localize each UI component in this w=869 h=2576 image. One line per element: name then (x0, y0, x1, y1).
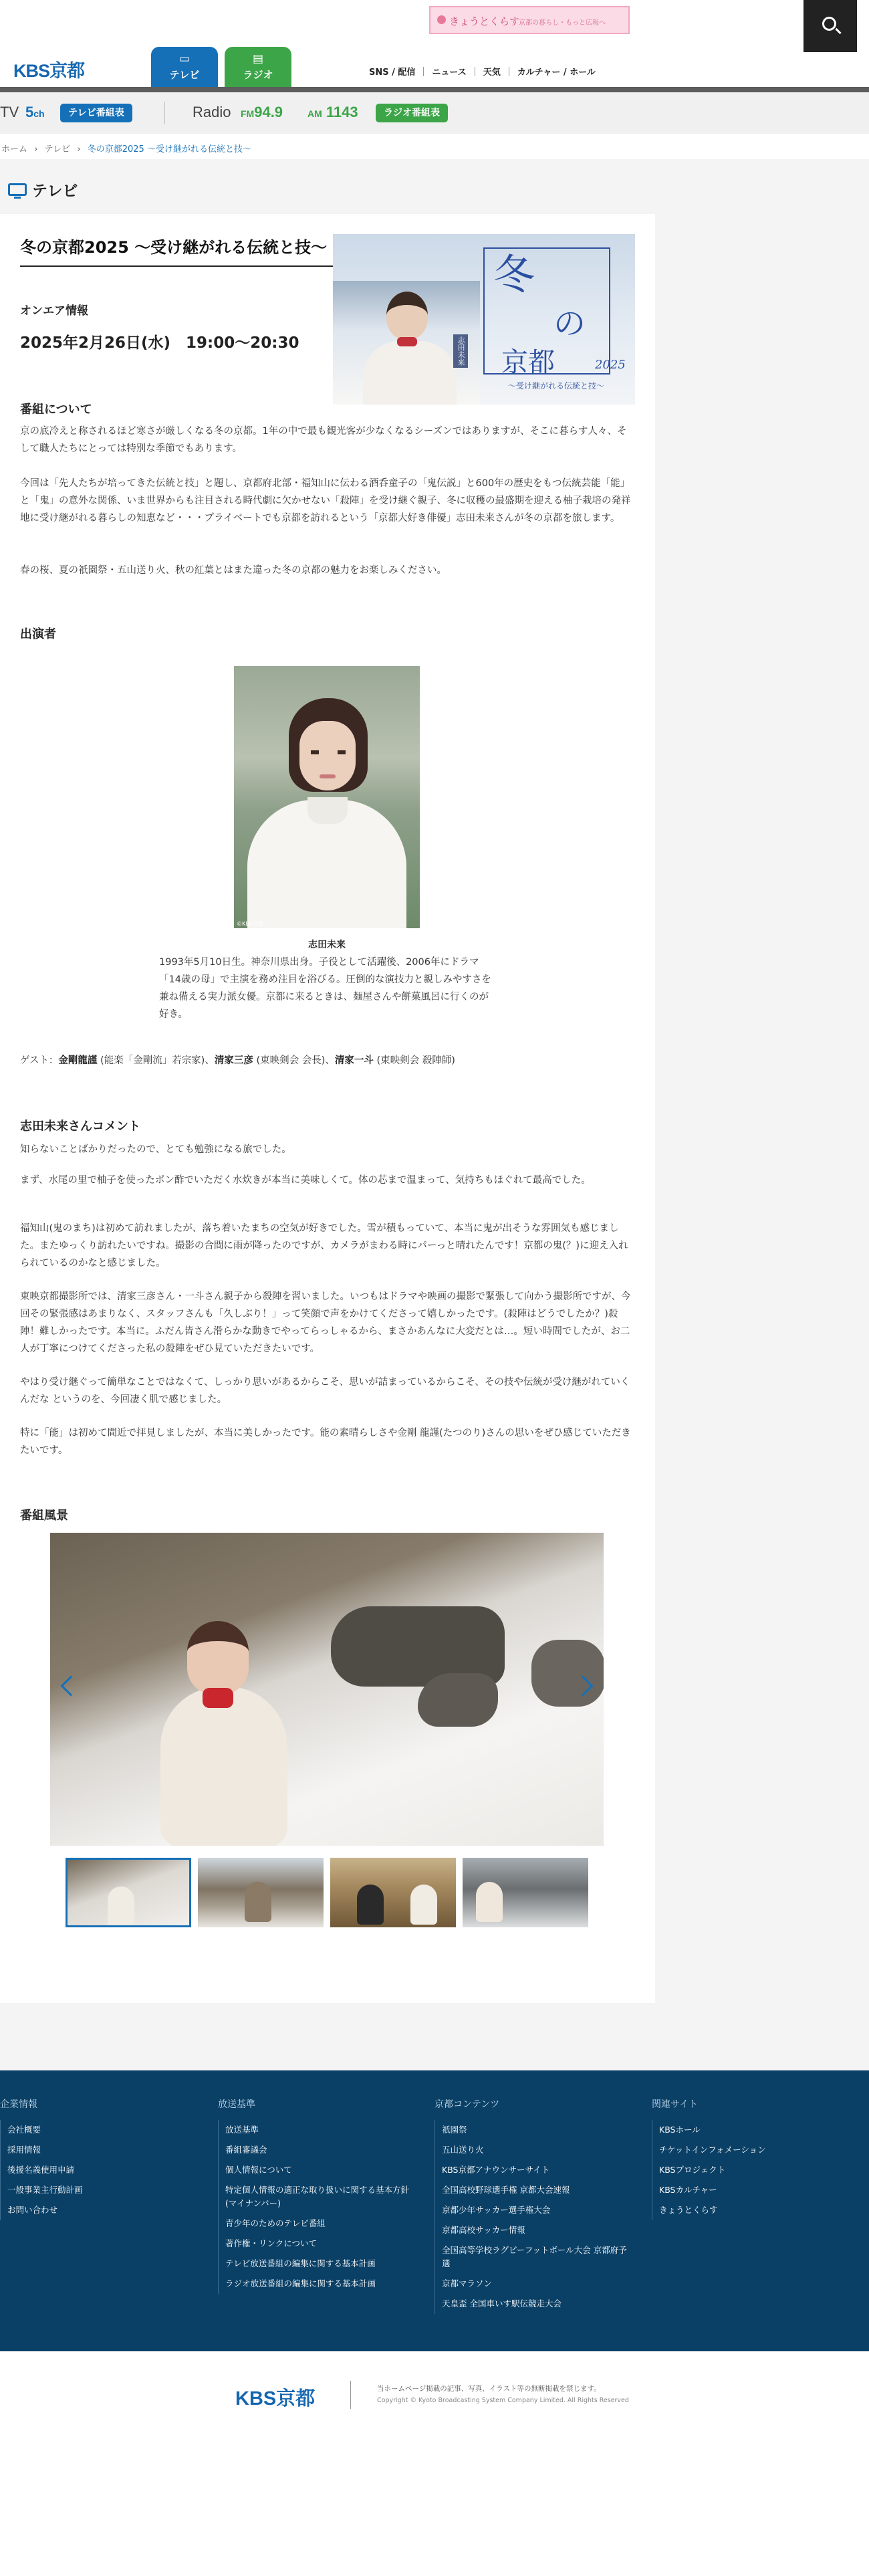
about-paragraph-3: 春の桜、夏の祇園祭・五山送り火、秋の紅葉とはまた違った冬の京都の魅力をお楽しみください。 (20, 565, 447, 576)
footer-link[interactable]: 青少年のためのテレビ番組 (225, 2218, 326, 2228)
nav-weather[interactable]: 天気 (483, 68, 501, 78)
footer-link[interactable]: 全国高等学校ラグビーフットボール大会 京都府予選 (442, 2245, 627, 2268)
footer-link[interactable]: 採用情報 (7, 2145, 41, 2155)
kv-title-char3: 京都 (501, 347, 555, 378)
tab-radio[interactable] (225, 47, 291, 87)
banner-title: きょうとくらす (449, 15, 520, 27)
breadcrumb-current: 冬の京都2025 〜受け継がれる伝統と技〜 (87, 144, 251, 154)
footer-link[interactable]: 個人情報について (225, 2165, 292, 2175)
global-nav (361, 65, 604, 78)
footer-bottom (0, 2351, 869, 2576)
nav-sns[interactable]: SNS / 配信 (369, 68, 416, 78)
footer-link[interactable]: 全国高校野球選手権 京都大会速報 (442, 2185, 570, 2195)
guest-role: (東映剣会 会長) (256, 1055, 326, 1066)
gallery-main-image (50, 1533, 604, 1846)
footer-link[interactable]: 放送基準 (225, 2125, 259, 2135)
onair-heading: オンエア情報 (20, 304, 88, 318)
about-paragraph-2: 今回は「先人たちが培ってきた伝統と技」と題し、京都府北部・福知山に伝わる酒呑童子の「鬼伝説」と600年の歴史をもつ伝統芸能「能」と「鬼」の意外な関係、いま世界からも注目される時代劇に欠かせない「殺陣」を受け継ぐ親子、冬に収穫の最盛期を迎える柚子栽培の発祥地に受け継がれる暮らしの知恵など・・・プライベートでも京都を訪れるという「京都大好き俳優」志田未来さんが冬の京都を旅します。 (20, 478, 631, 524)
header-divider (0, 87, 869, 92)
program-card (0, 214, 655, 2003)
guest-role: (能楽「金剛流」若宗家) (100, 1055, 205, 1066)
breadcrumb-tv[interactable]: テレビ (44, 144, 71, 154)
footer-link[interactable]: KBSカルチャー (659, 2185, 717, 2195)
search-button[interactable] (803, 0, 857, 52)
tv-section-icon (8, 183, 27, 196)
footer-link[interactable]: KBS京都アナウンサーサイト (442, 2165, 550, 2175)
radio-schedule-button[interactable]: ラジオ番組表 (376, 104, 448, 122)
guest-name: 金剛龍謹 (58, 1055, 98, 1066)
footer-link[interactable]: 後援名義使用申請 (7, 2165, 75, 2175)
comment-paragraph-6: 特に「能」は初めて間近で拝見しましたが、本当に美しかったです。能の素晴らしさや金剛 龍謹(たつのり)さんの思いをぜひ感じていただきたいです。 (20, 1428, 631, 1456)
footer-link-list (652, 2120, 852, 2220)
breadcrumb (0, 134, 869, 159)
gallery-heading: 番組風景 (20, 1509, 68, 1523)
tab-radio-label: ラジオ (243, 69, 273, 81)
program-title: 冬の京都2025 〜受け継がれる伝統と技〜 (20, 234, 334, 267)
footer-col-standards (218, 2097, 418, 2294)
footer-link[interactable]: 一般事業主行動計画 (7, 2185, 83, 2195)
footer-link[interactable]: きょうとくらす (659, 2205, 718, 2215)
guest-role: (東映剣会 殺陣師) (376, 1055, 455, 1066)
station-bar (0, 92, 869, 134)
footer-col-heading: 京都コンテンツ (434, 2099, 500, 2110)
kyotokurasu-banner[interactable] (429, 6, 630, 34)
footer-logo[interactable]: KBS京都 (235, 2388, 316, 2409)
search-icon (822, 17, 836, 31)
banner-subtitle: 京都の暮らし・もっと広報へ (519, 19, 606, 27)
cast-photo (234, 666, 420, 928)
comment-paragraph-4: 東映京都撮影所では、清家三彦さん・一斗さん親子から殺陣を習いました。いつもはドラマや映画の撮影で緊張して向かう撮影所ですが、今回その緊張感はあまりなく、スタッフさんも「久しぶり！」って笑顔で声をかけてくださって嬉しかったです。(殺陣はどうでしたか？)殺陣！難しかったです。本当に。ふだん皆さん滑らかな動きでやってらっしゃるから、まさかあんなに大変だとは…。短い時間でしたが、お二人が丁寧につけてくださった私の殺陣をぜひ見ていただきたいです。 (20, 1291, 631, 1354)
about-heading: 番組について (20, 403, 92, 417)
onair-date: 2025年2月26日(水) 19:00〜20:30 (20, 334, 299, 352)
cast-heading: 出演者 (20, 627, 56, 641)
banner-dot-icon (437, 15, 446, 24)
kv-title-char1: 冬 (493, 250, 535, 299)
footer-link-list (218, 2120, 418, 2294)
copyright: Copyright © Kyoto Broadcasting System Company Limited. All Rights Reserved (377, 2397, 629, 2404)
comment-paragraph-2: まず、水尾の里で柚子を使ったポン酢でいただく水炊きが本当に美味しくて。体の芯まで温まって、気持ちもほぐれて最高でした。 (20, 1175, 591, 1186)
footer-link[interactable]: 京都少年サッカー選手権大会 (442, 2205, 551, 2215)
footer-link[interactable]: 京都高校サッカー情報 (442, 2225, 525, 2235)
breadcrumb-home[interactable]: ホーム (1, 144, 28, 154)
footer-links (0, 2070, 869, 2351)
program-key-visual (333, 234, 635, 405)
footer-link[interactable]: 特定個人情報の適正な取り扱いに関する基本方針(マイナンバー) (225, 2185, 410, 2208)
site-header (0, 0, 869, 87)
radio-label: Radio (193, 104, 231, 120)
cast-name: 志田未来 (308, 940, 346, 950)
nav-culture[interactable]: カルチャー / ホール (517, 68, 596, 78)
footer-link[interactable]: テレビ放送番組の編集に関する基本計画 (225, 2258, 376, 2268)
footer-col-heading: 企業情報 (0, 2099, 37, 2110)
gallery-thumb-1[interactable] (66, 1858, 191, 1927)
nav-news[interactable]: ニュース (432, 68, 467, 78)
footer-link[interactable]: KBSプロジェクト (659, 2165, 726, 2175)
tv-icon: ▭ (178, 52, 191, 66)
footer-link[interactable]: 天皇盃 全国車いす駅伝競走大会 (442, 2298, 562, 2309)
site-logo[interactable]: KBS京都 (13, 61, 85, 81)
footer-link[interactable]: 著作権・リンクについて (225, 2238, 318, 2248)
footer-link[interactable]: お問い合わせ (7, 2205, 58, 2215)
photo-credit: ©KBS京都 (237, 921, 263, 927)
gallery-thumb-2[interactable] (198, 1858, 324, 1927)
kv-year: 2025 (595, 358, 626, 372)
kv-cast-name: 志田未来 (453, 334, 468, 368)
gallery-thumb-4[interactable] (463, 1858, 588, 1927)
footer-link[interactable]: 京都マラソン (442, 2278, 493, 2288)
gallery-thumbnails (66, 1858, 600, 1930)
footer-link[interactable]: 番組審議会 (225, 2145, 267, 2155)
footer-col-company (0, 2097, 83, 2220)
footer-link[interactable]: ラジオ放送番組の編集に関する基本計画 (225, 2278, 376, 2288)
kv-title-char2: の (553, 305, 586, 342)
footer-link-list (434, 2120, 635, 2314)
footer-link-list (0, 2120, 83, 2220)
comment-heading: 志田未来さんコメント (20, 1119, 140, 1134)
tab-tv[interactable] (151, 47, 218, 87)
footer-col-heading: 関連サイト (652, 2099, 699, 2110)
tv-label: TV (0, 104, 19, 120)
footer-col-heading: 放送基準 (218, 2099, 255, 2110)
footer-link[interactable]: 会社概要 (7, 2125, 41, 2135)
footer-link[interactable]: チケットインフォメーション (659, 2145, 766, 2155)
footer-link[interactable]: 祇園祭 (442, 2125, 467, 2135)
gallery-thumb-3[interactable] (330, 1858, 456, 1927)
radio-icon: ▤ (252, 52, 264, 66)
tab-tv-label: テレビ (169, 69, 200, 81)
guests-line: ゲスト：金剛龍謹 (能楽「金剛流」若宗家)、清家三彦 (東映剣会 会長)、清家一斗 (東映剣会 殺陣師) (20, 1055, 455, 1066)
guest-name: 清家一斗 (334, 1055, 374, 1066)
section-title: テレビ (32, 183, 78, 200)
chevron-right-icon: › (77, 144, 81, 154)
fm-frequency: FM94.9 (241, 104, 283, 120)
guest-name: 清家三彦 (214, 1055, 253, 1066)
cast-bio: 1993年5月10日生。神奈川県出身。子役として活躍後、2006年にドラマ「14歳の母」で主演を務め注目を浴びる。圧倒的な演技力と親しみやすさを兼ね備える実力派女優。京都に来るときは、麺屋さんや餅菓風呂に行くのが好き。 (159, 957, 491, 1020)
comment-paragraph-1: 知らないことばかりだったので、とても勉強になる旅でした。 (20, 1144, 291, 1155)
tv-schedule-button[interactable]: テレビ番組表 (60, 104, 132, 122)
comment-paragraph-5: やはり受け継ぐって簡単なことではなくて、しっかり思いがあるからこそ、思いが詰まっているからこそ、その技や伝統が受け継がれていくんだな というのを、今回凄く肌で感じました。 (20, 1377, 630, 1405)
footer-note: 当ホームページ掲載の記事、写真、イラスト等の無断掲載を禁じます。 (377, 2385, 601, 2393)
footer-col-contents (434, 2097, 635, 2314)
chevron-right-icon: › (34, 144, 38, 154)
kv-subtitle: 〜受け継がれる伝統と技〜 (508, 381, 605, 391)
tv-channel: 5ch (25, 104, 45, 120)
footer-col-related (652, 2097, 852, 2220)
footer-link[interactable]: 五山送り火 (442, 2145, 484, 2155)
footer-link[interactable]: KBSホール (659, 2125, 701, 2135)
about-paragraph-1: 京の底冷えと称されるほど寒さが厳しくなる冬の京都。1年の中で最も観光客が少なくなるシーズンではありますが、そこに暮らす人々、そして職人たちにとっては特別な季節でもあります。 (20, 426, 627, 454)
comment-paragraph-3: 福知山(鬼のまち)は初めて訪れましたが、落ち着いたまちの空気が好きでした。雪が積もっていて、本当に鬼が出そうな雰囲気も感じました。またゆっくり訪れたいですね。撮影の合間に雨が降ったのですが、カメラがまわる時にパーっと晴れたんです！京都の鬼(？)に迎え入れられているのかなと感じました。 (20, 1223, 628, 1269)
am-frequency: AM 1143 (307, 104, 358, 120)
